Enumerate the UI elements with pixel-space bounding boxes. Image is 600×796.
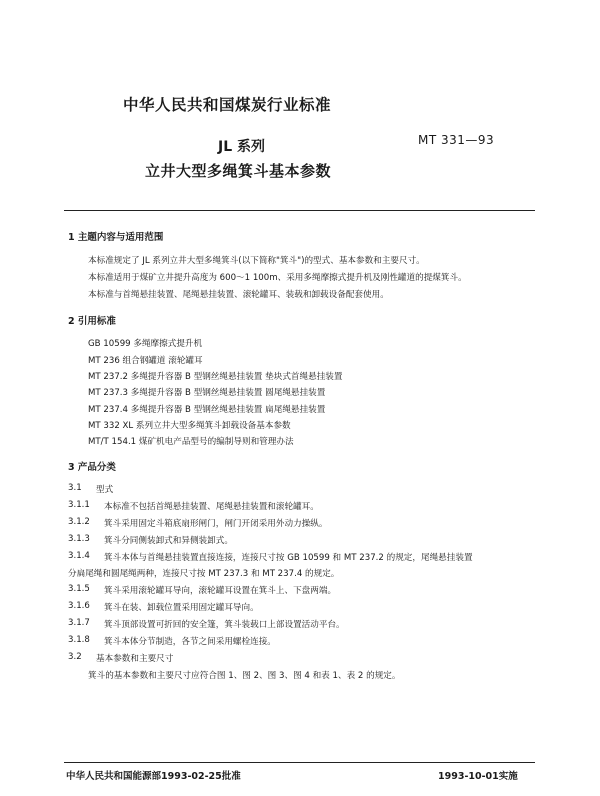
clause-text-continuation: 分扁尾绳和圆尾绳两种，连接尺寸按 MT 237.3 和 MT 237.4 的规定。 <box>68 569 340 579</box>
section-1-paragraph: 本标准规定了 JL 系列立井大型多绳箕斗(以下简称"箕斗")的型式、基本参数和主要尺寸。 <box>88 256 425 266</box>
clause-number: 3.1.8 <box>68 635 90 645</box>
clause-number: 3.1.2 <box>68 517 90 527</box>
footer-divider <box>64 762 535 763</box>
clause-text: 基本参数和主要尺寸 <box>96 654 174 664</box>
approval-line: 中华人民共和国能源部1993-02-25批准 <box>66 771 241 782</box>
standard-series: JL 系列 <box>218 139 266 155</box>
clause-text: 型式 <box>96 485 114 495</box>
implementation-date: 1993-10-01实施 <box>438 771 518 782</box>
reference-standard: GB 10599 多绳摩擦式提升机 <box>88 339 203 349</box>
clause-text: 箕斗分同侧装卸式和异侧装卸式。 <box>104 536 233 546</box>
standard-code: MT 331—93 <box>418 133 495 147</box>
issuing-organization: 中华人民共和国煤炭行业标准 <box>123 96 332 114</box>
clause-number: 3.1.4 <box>68 551 90 561</box>
clause-text: 箕斗顶部设置可折回的安全篷，箕斗装载口上部设置活动平台。 <box>104 620 345 630</box>
section-1-heading: 1 主题内容与适用范围 <box>68 232 164 243</box>
clause-number: 3.1.7 <box>68 618 90 628</box>
clause-number: 3.1.6 <box>68 601 90 611</box>
section-2-heading: 2 引用标准 <box>68 316 116 327</box>
clause-text: 箕斗本体分节制造，各节之间采用螺栓连接。 <box>104 637 276 647</box>
clause-number: 3.1.5 <box>68 584 90 594</box>
clause-text: 箕斗本体与首绳悬挂装置直接连接，连接尺寸按 GB 10599 和 MT 237.2 的规定，尾绳悬挂装置 <box>104 553 473 563</box>
header-divider <box>64 210 535 211</box>
reference-standard: MT/T 154.1 煤矿机电产品型号的编制导则和管理办法 <box>88 437 294 447</box>
clause-text: 箕斗采用滚轮罐耳导向，滚轮罐耳设置在箕斗上、下盘两端。 <box>104 586 337 596</box>
clause-text: 箕斗在装、卸载位置采用固定罐耳导向。 <box>104 603 259 613</box>
section-3-heading: 3 产品分类 <box>68 462 116 473</box>
section-1-paragraph: 本标准适用于煤矿立井提升高度为 600～1 100m、采用多绳摩擦式提升机及刚性罐道的提煤箕斗。 <box>88 273 467 283</box>
clause-number: 3.1.3 <box>68 534 90 544</box>
reference-standard: MT 237.3 多绳提升容器 B 型钢丝绳悬挂装置 圆尾绳悬挂装置 <box>88 388 326 398</box>
clause-number: 3.1 <box>68 483 82 493</box>
reference-standard: MT 237.4 多绳提升容器 B 型钢丝绳悬挂装置 扁尾绳悬挂装置 <box>88 405 326 415</box>
clause-text: 箕斗采用固定斗箱底扇形闸门，闸门开闭采用外动力操纵。 <box>104 519 328 529</box>
reference-standard: MT 236 组合钢罐道 滚轮罐耳 <box>88 356 203 366</box>
reference-standard: MT 237.2 多绳提升容器 B 型钢丝绳悬挂装置 垫块式首绳悬挂装置 <box>88 372 343 382</box>
reference-standard: MT 332 XL 系列立井大型多绳箕斗卸载设备基本参数 <box>88 421 291 431</box>
document-title: 立井大型多绳箕斗基本参数 <box>145 162 332 180</box>
closing-paragraph: 箕斗的基本参数和主要尺寸应符合图 1、图 2、图 3、图 4 和表 1、表 2 的规定。 <box>88 671 401 681</box>
clause-text: 本标准不包括首绳悬挂装置、尾绳悬挂装置和滚轮罐耳。 <box>104 502 319 512</box>
clause-number: 3.1.1 <box>68 500 90 510</box>
clause-number: 3.2 <box>68 652 82 662</box>
section-1-paragraph: 本标准与首绳悬挂装置、尾绳悬挂装置、滚轮罐耳、装载和卸载设备配套使用。 <box>88 290 389 300</box>
